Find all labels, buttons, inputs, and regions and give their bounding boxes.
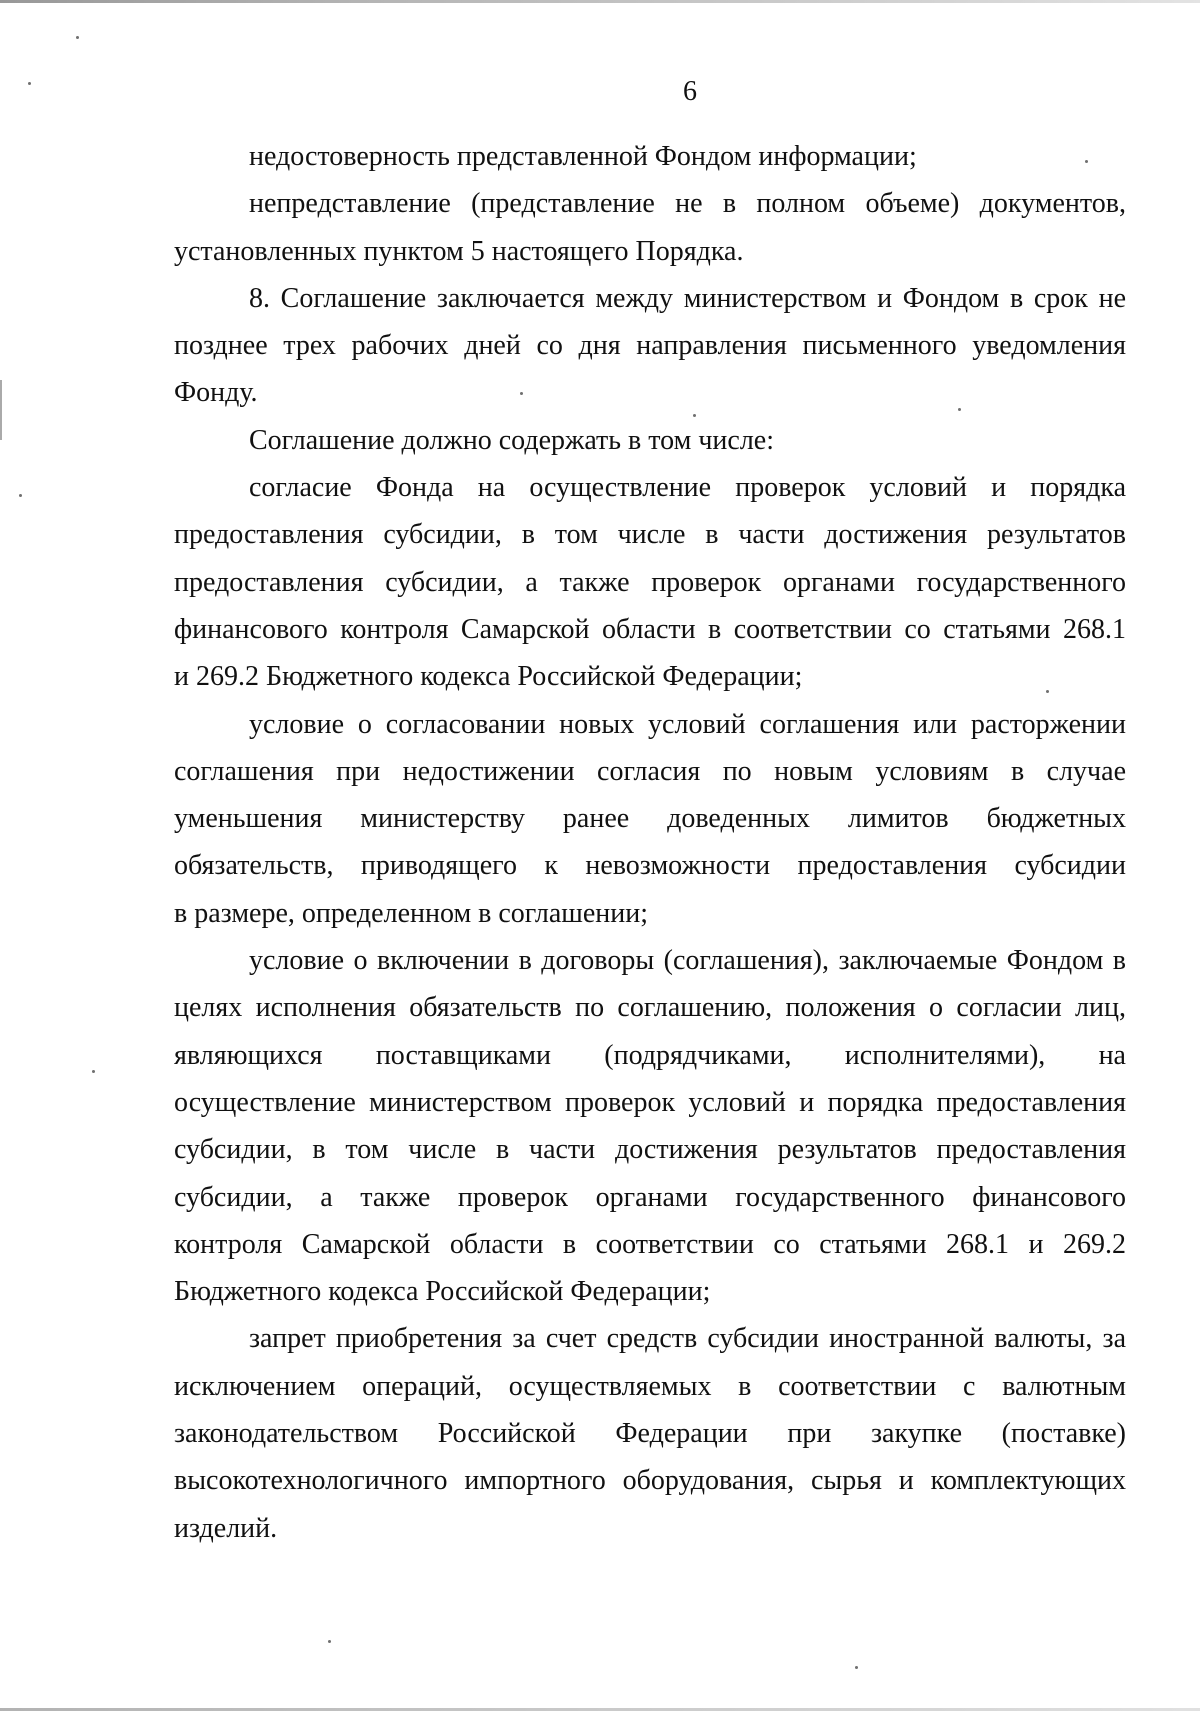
text-line: непредставление (представление не в полном объеме) документов,	[249, 188, 1126, 220]
scan-edge-left	[0, 380, 2, 440]
text-line: предоставления субсидии, в том числе в части достижения результатов	[174, 519, 1126, 551]
text-line: условие о согласовании новых условий соглашения или расторжении	[249, 708, 1126, 740]
text-line: являющихся поставщиками (подрядчиками, исполнителями), на	[174, 1039, 1126, 1071]
text-line: и 269.2 Бюджетного кодекса Российской Федерации;	[174, 661, 803, 693]
text-line: законодательством Российской Федерации при закупке (поставке)	[174, 1418, 1126, 1450]
text-line: Бюджетного кодекса Российской Федерации;	[174, 1276, 711, 1308]
text-line: условие о включении в договоры (соглашения), заключаемые Фондом в	[249, 945, 1126, 977]
text-line: 8. Соглашение заключается между министерством и Фондом в срок не	[249, 282, 1126, 314]
text-line: субсидии, а также проверок органами государственного финансового	[174, 1181, 1126, 1213]
text-line: согласие Фонда на осуществление проверок условий и порядка	[249, 472, 1126, 504]
text-line: высокотехнологичного импортного оборудования, сырья и комплектующих	[174, 1465, 1126, 1497]
scan-speck	[19, 494, 22, 497]
text-line: целях исполнения обязательств по соглашению, положения о согласии лиц,	[174, 992, 1126, 1024]
scan-speck	[328, 1640, 331, 1643]
text-line: предоставления субсидии, а также проверок органами государственного	[174, 566, 1126, 598]
text-line: запрет приобретения за счет средств субсидии иностранной валюты, за	[249, 1323, 1126, 1355]
text-line: Соглашение должно содержать в том числе:	[249, 424, 774, 456]
text-line: Фонду.	[174, 377, 258, 409]
text-line: изделий.	[174, 1512, 278, 1544]
scan-speck	[520, 392, 523, 395]
text-line: финансового контроля Самарской области в соответствии со статьями 268.1	[174, 613, 1126, 645]
scan-speck	[693, 414, 696, 417]
scan-edge-top	[0, 0, 1200, 3]
text-line: в размере, определенном в соглашении;	[174, 897, 648, 929]
scan-speck	[92, 1070, 95, 1073]
text-line: осуществление министерством проверок условий и порядка предоставления	[174, 1086, 1126, 1118]
text-line: контроля Самарской области в соответствии со статьями 268.1 и 269.2	[174, 1228, 1126, 1260]
scan-speck	[76, 36, 79, 39]
text-line: исключением операций, осуществляемых в соответствии с валютным	[174, 1370, 1126, 1402]
page-number: 6	[683, 76, 697, 107]
text-line: обязательств, приводящего к невозможности предоставления субсидии	[174, 850, 1126, 882]
text-line: установленных пунктом 5 настоящего Порядка.	[174, 235, 744, 267]
text-line: позднее трех рабочих дней со дня направления письменного уведомления	[174, 330, 1126, 362]
scan-speck	[958, 408, 961, 411]
scan-speck	[1046, 690, 1049, 693]
text-line: субсидии, в том числе в части достижения результатов предоставления	[174, 1134, 1126, 1166]
scan-speck	[28, 82, 31, 85]
text-line: уменьшения министерству ранее доведенных лимитов бюджетных	[174, 803, 1126, 835]
text-line: соглашения при недостижении согласия по новым условиям в случае	[174, 755, 1126, 787]
scan-speck	[1085, 160, 1088, 163]
scan-speck	[855, 1666, 858, 1669]
body-text	[174, 133, 1126, 1552]
text-line: недостоверность представленной Фондом информации;	[249, 141, 917, 172]
